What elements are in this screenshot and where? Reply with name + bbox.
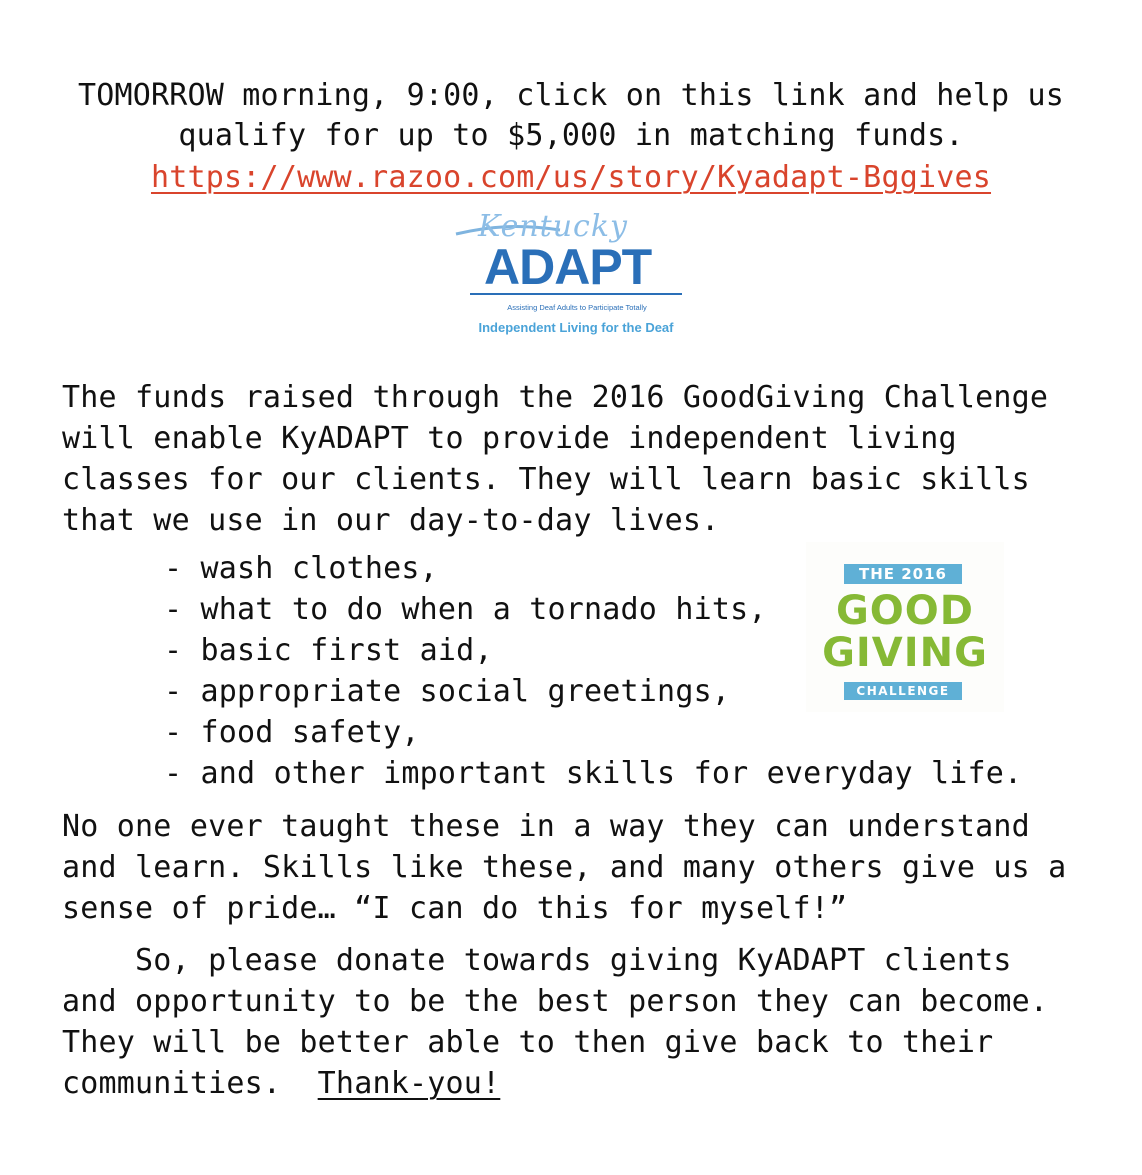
adapt-logo-subtitle: Independent Living for the Deaf xyxy=(478,320,674,335)
challenge-logo-challenge-badge: CHALLENGE xyxy=(844,682,962,700)
challenge-logo-good: GOOD xyxy=(835,588,975,634)
donation-link[interactable]: https://www.razoo.com/us/story/Kyadapt-Bggives xyxy=(150,160,992,195)
paragraph-3-line: and opportunity to be the best person they can become. xyxy=(62,984,1049,1019)
paragraph-1-line: will enable KyADAPT to provide independent living xyxy=(62,421,957,456)
skill-list-item: - wash clothes, xyxy=(164,551,438,586)
paragraph-3-line: So, please donate towards giving KyADAPT clients xyxy=(62,943,1012,978)
paragraph-1-line: that we use in our day-to-day lives. xyxy=(62,503,720,538)
paragraph-3-line: They will be better able to then give back to their xyxy=(62,1025,994,1060)
skill-list-item: - what to do when a tornado hits, xyxy=(164,592,767,627)
intro-line-2: qualify for up to $5,000 in matching funds. xyxy=(178,118,964,153)
challenge-logo-giving: GIVING xyxy=(822,630,988,676)
adapt-logo-tagline: Assisting Deaf Adults to Participate Totally xyxy=(507,303,647,312)
paragraph-2-line: No one ever taught these in a way they can understand xyxy=(62,809,1030,844)
intro-line-1: TOMORROW morning, 9:00, click on this link and help us xyxy=(77,78,1065,113)
paragraph-2-line: and learn. Skills like these, and many others give us a xyxy=(62,850,1067,885)
paragraph-1-line: The funds raised through the 2016 GoodGiving Challenge xyxy=(62,380,1049,415)
good-giving-challenge-logo xyxy=(806,542,1004,712)
adapt-logo-name: ADAPT xyxy=(484,239,652,295)
skill-list-item: - basic first aid, xyxy=(164,633,493,668)
challenge-logo-year-badge: THE 2016 xyxy=(844,564,962,584)
paragraph-1-line: classes for our clients. They will learn basic skills xyxy=(62,462,1030,497)
paragraph-3-last-line xyxy=(62,1066,500,1101)
thank-you-text: Thank-you! xyxy=(317,1066,501,1101)
adapt-logo-script: Kentucky xyxy=(478,209,628,244)
skill-list-item: - appropriate social greetings, xyxy=(164,674,731,709)
adapt-logo xyxy=(450,208,700,340)
paragraph-3-last-line-text: communities. xyxy=(62,1066,318,1101)
skill-list-item: - and other important skills for everyday life. xyxy=(164,756,1023,791)
paragraph-2-line: sense of pride… “I can do this for myself!” xyxy=(62,891,848,926)
skill-list-item: - food safety, xyxy=(164,715,420,750)
